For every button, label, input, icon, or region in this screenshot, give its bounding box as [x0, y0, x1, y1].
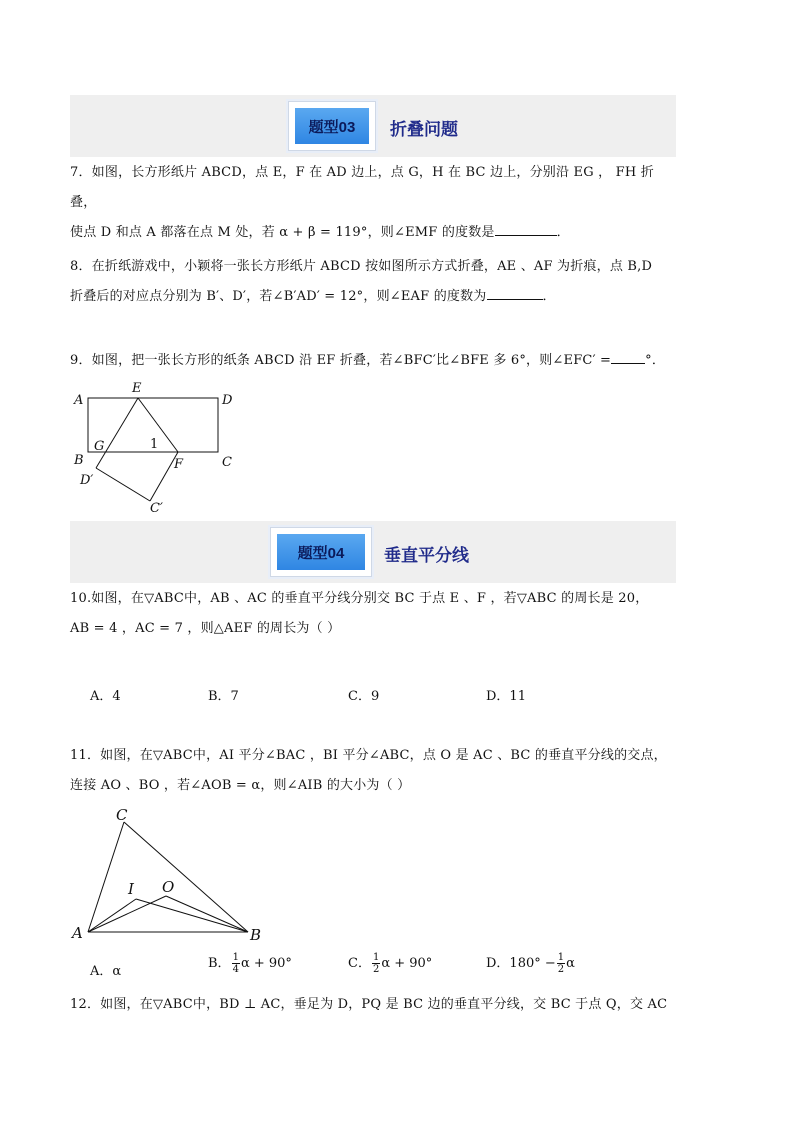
section-badge: 题型04: [277, 534, 365, 570]
option-b-expression: α + 90°: [240, 956, 292, 971]
question-9-line-1: [70, 346, 680, 376]
question-9-text: 9．如图，把一张长方形的纸条 ABCD 沿 EF 折叠，若∠BFC′比∠BFE 多 6°，则∠EFC′ =: [70, 353, 612, 368]
segment-ao: [88, 896, 166, 932]
line-e-dprime: [96, 398, 138, 468]
section-badge-frame: [288, 101, 376, 151]
label-g: G: [94, 439, 105, 454]
option-a[interactable]: A．4: [90, 689, 121, 704]
question-7-line-1: 7．如图，长方形纸片 ABCD，点 E，F 在 AD 边上，点 G，H 在 BC 边上，分别沿 EG ， FH 折叠，: [70, 165, 654, 210]
label-a: A: [72, 924, 83, 942]
fraction-one-half: [557, 952, 565, 975]
line-dprime-cprime: [96, 468, 150, 501]
option-c[interactable]: C．9: [348, 689, 380, 704]
fraction-numerator: 1: [232, 952, 239, 963]
option-b-label: B．: [208, 956, 231, 971]
fraction-one-half: [372, 952, 380, 975]
question-8-end: ．: [542, 289, 556, 304]
fraction-numerator: 1: [372, 952, 380, 963]
section-badge: 题型03: [295, 108, 369, 144]
question-12-line-1: 12．如图，在▽ABC中，BD ⊥ AC，垂足为 D，PQ 是 BC 边的垂直平分线，交 BC 于点 Q，交 AC: [70, 997, 668, 1012]
answer-blank[interactable]: [495, 221, 557, 236]
segment-ib: [136, 899, 248, 932]
question-7-line-2-text: 使点 D 和点 A 都落在点 M 处，若 α + β = 119°，则∠EMF 的度数是: [70, 225, 495, 240]
option-c-label: C．: [348, 956, 371, 971]
question-9: [70, 346, 680, 376]
question-11: [70, 741, 680, 801]
question-11-line-1: 11．如图，在▽ABC中，AI 平分∠BAC ，BI 平分∠ABC，点 O 是 AC 、BC 的垂直平分线的交点，: [70, 748, 667, 763]
question-10-line-2: AB = 4 ，AC = 7 ，则△AEF 的周长为（ ）: [70, 621, 341, 636]
question-11-line-2: 连接 AO 、BO ，若∠AOB = α，则∠AIB 的大小为（ ）: [70, 778, 411, 793]
side-bc: [124, 822, 248, 932]
label-d-prime: D′: [80, 473, 94, 488]
side-ac: [88, 822, 124, 932]
question-12: [70, 990, 680, 1020]
section-header-03: [70, 95, 676, 157]
fraction-denominator: 4: [232, 964, 239, 975]
label-o: O: [162, 878, 175, 896]
question-10-line-1: 10.如图，在▽ABC中，AB 、AC 的垂直平分线分别交 BC 于点 E 、F ，若▽ABC 的周长是 20，: [70, 591, 649, 606]
question-8-line-2-text: 折叠后的对应点分别为 B′、D′，若∠B′AD′ = 12°，则∠EAF 的度数为: [70, 289, 487, 304]
label-d: D: [222, 393, 233, 408]
option-b[interactable]: [208, 952, 292, 975]
label-e: E: [132, 381, 142, 396]
fraction-denominator: 2: [372, 964, 380, 975]
option-d-expression: α: [566, 956, 575, 971]
option-d[interactable]: D．11: [486, 689, 526, 704]
label-f: F: [174, 457, 184, 472]
question-10: [70, 584, 680, 644]
answer-blank[interactable]: [611, 349, 645, 364]
question-7-line-2: [70, 218, 680, 248]
fraction-denominator: 2: [557, 964, 565, 975]
section-title: 折叠问题: [390, 120, 458, 140]
question-9-end: °．: [645, 353, 666, 368]
section-badge-frame: [270, 527, 372, 577]
option-c-expression: α + 90°: [381, 956, 433, 971]
label-angle-1: 1: [150, 437, 159, 452]
fraction-one-quarter: [232, 952, 240, 975]
question-7: [70, 158, 680, 248]
question-7-end: ．: [556, 225, 570, 240]
answer-blank[interactable]: [487, 285, 543, 300]
section-header-04: [70, 521, 676, 583]
figure-11: [70, 800, 270, 946]
option-d-label: D．180° −: [486, 956, 556, 971]
label-c-prime: C′: [150, 501, 163, 516]
label-c: C: [116, 806, 128, 824]
option-a[interactable]: A．α: [90, 964, 122, 979]
fraction-numerator: 1: [557, 952, 565, 963]
question-8-line-2: [70, 282, 680, 312]
label-a: A: [74, 393, 84, 408]
option-d[interactable]: [486, 952, 575, 975]
question-8: [70, 252, 680, 312]
label-i: I: [128, 880, 134, 898]
segment-ai: [88, 899, 136, 932]
question-8-line-1: 8．在折纸游戏中，小颖将一张长方形纸片 ABCD 按如图所示方式折叠，AE 、AF 为折痕，点 B,D: [70, 259, 653, 274]
label-b: B: [250, 926, 262, 944]
label-b: B: [74, 453, 84, 468]
segment-ob: [166, 896, 248, 932]
section-title: 垂直平分线: [384, 546, 469, 566]
figure-9: [70, 376, 240, 516]
option-b[interactable]: B．7: [208, 689, 239, 704]
label-c: C: [222, 455, 232, 470]
option-c[interactable]: [348, 952, 432, 975]
